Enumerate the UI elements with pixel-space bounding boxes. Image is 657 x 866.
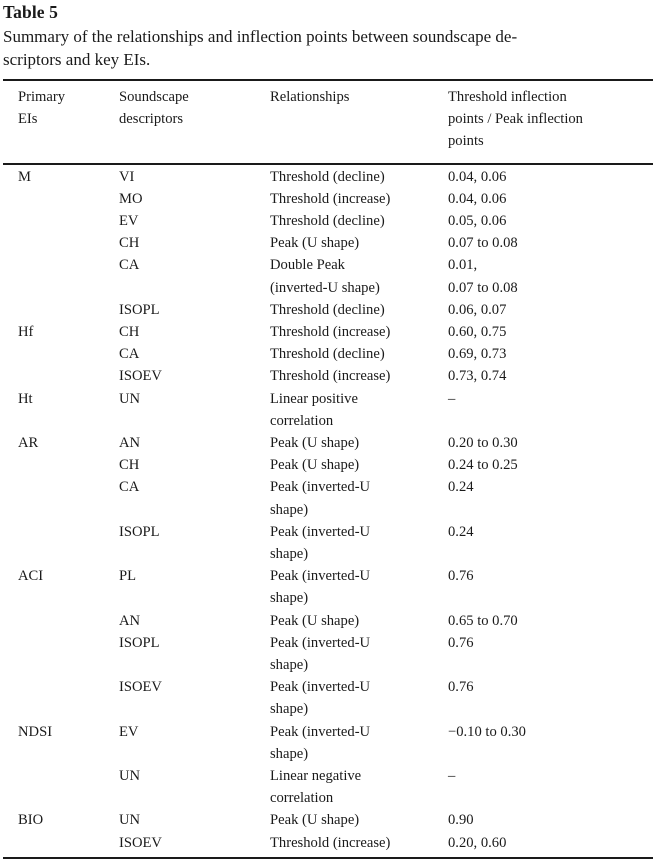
header-line: Relationships — [270, 89, 350, 105]
cell-line: shape) — [270, 745, 309, 762]
cell-descriptor: UN — [119, 812, 141, 829]
cell-primary-ei: M — [18, 168, 31, 185]
header-line: Threshold inflection — [448, 89, 567, 105]
cell-inflection-points — [448, 632, 474, 654]
cell-relationship — [270, 166, 385, 188]
cell-line: Peak (U shape) — [270, 434, 360, 451]
cell-relationship — [270, 476, 370, 520]
cell-descriptor: UN — [119, 390, 141, 407]
cell-relationship — [270, 632, 370, 676]
cell-inflection-points — [448, 832, 506, 854]
cell-relationship — [270, 832, 390, 854]
cell-descriptor: ISOPL — [119, 634, 160, 651]
cell-descriptor: CA — [119, 257, 140, 274]
cell-relationship — [270, 365, 390, 387]
cell-line: 0.73, 0.74 — [448, 368, 507, 385]
cell-line: 0.07 to 0.08 — [448, 279, 518, 296]
cell-line: Linear positive — [270, 390, 358, 407]
cell-relationship — [270, 188, 390, 210]
cell-primary-ei: Ht — [18, 390, 33, 407]
cell-primary-ei: ACI — [18, 568, 44, 585]
cell-relationship — [270, 565, 370, 609]
cell-descriptor: ISOPL — [119, 301, 160, 318]
cell-descriptor: CH — [119, 323, 140, 340]
table-caption-line: Summary of the relationships and inflection points between soundscape de- — [3, 27, 518, 46]
cell-descriptor: ISOEV — [119, 679, 162, 696]
cell-line: Double Peak — [270, 257, 345, 274]
cell-line: 0.65 to 0.70 — [448, 612, 518, 629]
cell-relationship — [270, 254, 380, 298]
header-soundscape-descriptors — [119, 86, 189, 130]
cell-descriptor: EV — [119, 212, 139, 229]
cell-descriptor: AN — [119, 612, 141, 629]
cell-relationship — [270, 676, 370, 720]
cell-line: 0.04, 0.06 — [448, 168, 507, 185]
cell-descriptor: ISOEV — [119, 834, 162, 851]
cell-line: Linear negative — [270, 767, 362, 784]
cell-line: – — [448, 767, 456, 784]
cell-inflection-points — [448, 432, 518, 454]
cell-line: 0.76 — [448, 568, 474, 585]
header-line: Primary — [18, 89, 66, 105]
cell-relationship — [270, 210, 385, 232]
cell-descriptor: CA — [119, 346, 140, 363]
cell-line: 0.76 — [448, 634, 474, 651]
cell-inflection-points — [448, 721, 526, 743]
header-rule — [3, 163, 653, 165]
cell-line: Threshold (decline) — [270, 346, 385, 363]
cell-descriptor: ISOEV — [119, 368, 162, 385]
cell-line: 0.69, 0.73 — [448, 346, 507, 363]
cell-inflection-points — [448, 454, 518, 476]
cell-line: Peak (inverted-U — [270, 568, 371, 585]
cell-inflection-points — [448, 254, 518, 298]
cell-line: Peak (U shape) — [270, 612, 360, 629]
cell-relationship — [270, 343, 385, 365]
header-line: points / Peak inflection — [448, 111, 583, 128]
cell-line: 0.24 to 0.25 — [448, 457, 518, 474]
header-primary-eis — [18, 86, 65, 130]
cell-line: shape) — [270, 501, 309, 518]
cell-relationship — [270, 321, 390, 343]
cell-descriptor: AN — [119, 434, 141, 451]
cell-line: correlation — [270, 790, 334, 807]
cell-inflection-points — [448, 765, 455, 787]
cell-line: shape) — [270, 656, 309, 673]
cell-line: 0.05, 0.06 — [448, 212, 507, 229]
cell-line: Threshold (decline) — [270, 212, 385, 229]
cell-inflection-points — [448, 210, 506, 232]
bottom-rule — [3, 857, 653, 859]
cell-inflection-points — [448, 299, 506, 321]
cell-descriptor: VI — [119, 168, 135, 185]
cell-line: shape) — [270, 545, 309, 562]
header-line: Soundscape — [119, 89, 189, 105]
cell-line: 0.76 — [448, 679, 474, 696]
table-caption-line: scriptors and key EIs. — [3, 50, 151, 69]
cell-line: (inverted-U shape) — [270, 279, 380, 296]
cell-descriptor: CH — [119, 235, 140, 252]
cell-relationship — [270, 610, 359, 632]
cell-line: 0.06, 0.07 — [448, 301, 507, 318]
cell-descriptor: MO — [119, 190, 143, 207]
cell-descriptor: EV — [119, 723, 139, 740]
cell-line: Threshold (increase) — [270, 368, 391, 385]
cell-line: shape) — [270, 701, 309, 718]
cell-descriptor: UN — [119, 767, 141, 784]
header-inflection-points — [448, 86, 583, 153]
cell-inflection-points — [448, 232, 518, 254]
cell-line: 0.24 — [448, 479, 474, 496]
cell-inflection-points — [448, 676, 474, 698]
cell-inflection-points — [448, 809, 474, 831]
cell-line: Peak (inverted-U — [270, 523, 371, 540]
cell-relationship — [270, 721, 370, 765]
cell-line: 0.20, 0.60 — [448, 834, 507, 851]
cell-line: shape) — [270, 590, 309, 607]
header-line: points — [448, 133, 484, 150]
cell-inflection-points — [448, 188, 506, 210]
cell-line: Threshold (increase) — [270, 834, 391, 851]
cell-relationship — [270, 454, 359, 476]
cell-line: Peak (inverted-U — [270, 479, 371, 496]
table-caption — [3, 25, 653, 71]
header-line: descriptors — [119, 111, 184, 128]
cell-line: −0.10 to 0.30 — [448, 723, 526, 740]
cell-line: Peak (U shape) — [270, 457, 360, 474]
cell-line: Threshold (decline) — [270, 168, 385, 185]
cell-relationship — [270, 765, 361, 809]
cell-descriptor: PL — [119, 568, 137, 585]
cell-line: 0.24 — [448, 523, 474, 540]
cell-line: Peak (U shape) — [270, 812, 360, 829]
header-relationships — [270, 86, 349, 108]
cell-line: 0.60, 0.75 — [448, 323, 507, 340]
cell-inflection-points — [448, 610, 518, 632]
top-rule — [3, 79, 653, 81]
cell-line: Peak (U shape) — [270, 235, 360, 252]
cell-line: – — [448, 390, 456, 407]
cell-relationship — [270, 388, 358, 432]
cell-inflection-points — [448, 166, 506, 188]
cell-line: Peak (inverted-U — [270, 634, 371, 651]
cell-descriptor: CH — [119, 457, 140, 474]
cell-inflection-points — [448, 388, 455, 410]
cell-relationship — [270, 299, 385, 321]
header-line: EIs — [18, 111, 38, 128]
cell-line: correlation — [270, 412, 334, 429]
cell-line: 0.90 — [448, 812, 474, 829]
cell-line: 0.07 to 0.08 — [448, 235, 518, 252]
cell-descriptor: ISOPL — [119, 523, 160, 540]
cell-line: 0.04, 0.06 — [448, 190, 507, 207]
cell-inflection-points — [448, 343, 506, 365]
table-title: Table 5 — [3, 2, 59, 22]
cell-inflection-points — [448, 365, 506, 387]
cell-inflection-points — [448, 565, 474, 587]
cell-line: 0.01, — [448, 257, 478, 274]
cell-inflection-points — [448, 321, 506, 343]
cell-relationship — [270, 521, 370, 565]
cell-line: Peak (inverted-U — [270, 723, 371, 740]
cell-line: Threshold (increase) — [270, 190, 391, 207]
cell-relationship — [270, 809, 359, 831]
cell-relationship — [270, 432, 359, 454]
cell-relationship — [270, 232, 359, 254]
cell-primary-ei: AR — [18, 434, 39, 451]
cell-primary-ei: Hf — [18, 323, 34, 340]
cell-line: 0.20 to 0.30 — [448, 434, 518, 451]
cell-line: Peak (inverted-U — [270, 679, 371, 696]
cell-primary-ei: NDSI — [18, 723, 53, 740]
cell-primary-ei: BIO — [18, 812, 44, 829]
cell-line: Threshold (decline) — [270, 301, 385, 318]
cell-inflection-points — [448, 476, 474, 498]
cell-inflection-points — [448, 521, 474, 543]
cell-descriptor: CA — [119, 479, 140, 496]
cell-line: Threshold (increase) — [270, 323, 391, 340]
